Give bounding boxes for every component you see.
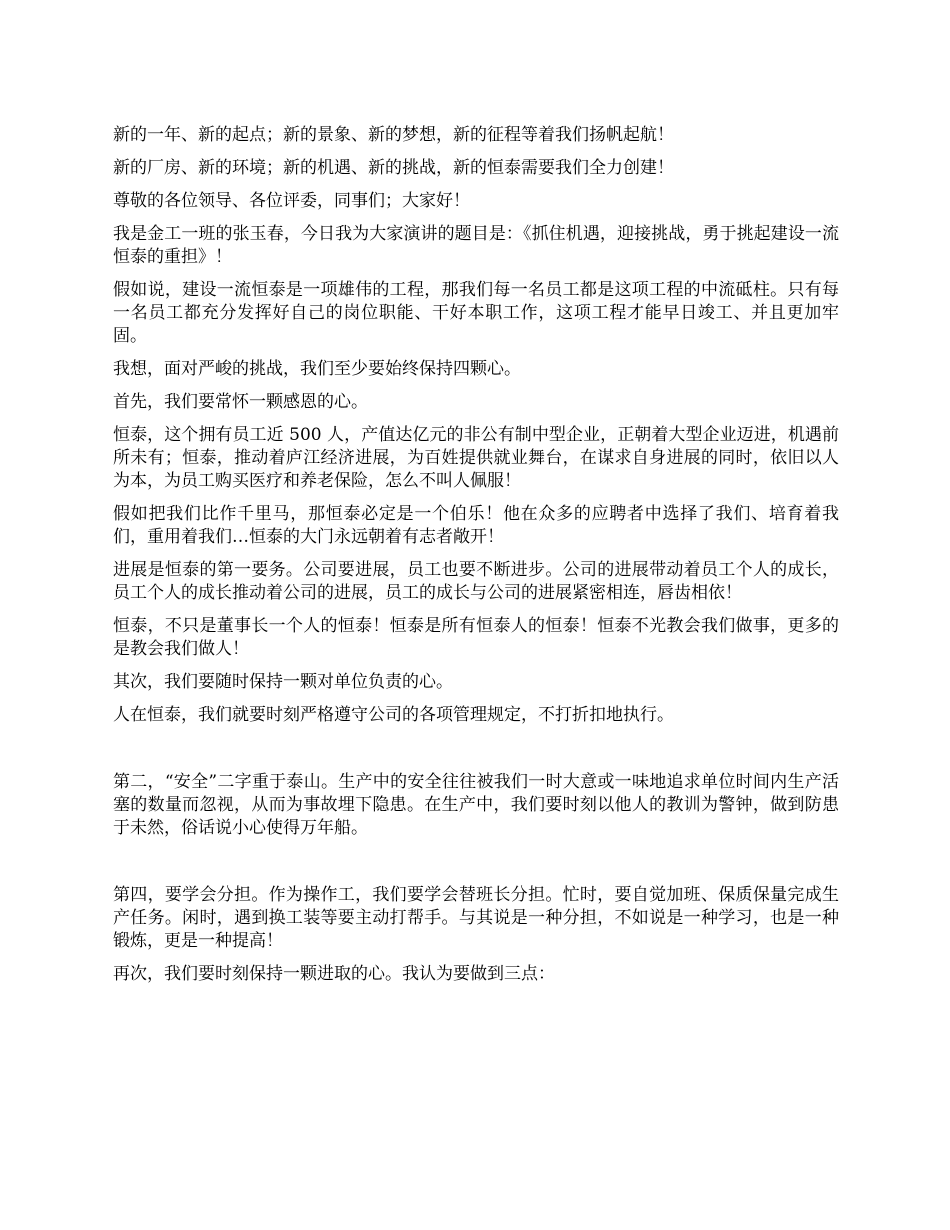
paragraph-bole: 假如把我们比作千里马，那恒泰必定是一个伯乐！他在众多的应聘者中选择了我们、培育着我们，重用着我们…恒泰的大门永远朝着有志者敞开！ bbox=[113, 504, 839, 547]
paragraph-gap bbox=[113, 850, 839, 884]
paragraph-company-intro: 恒泰，这个拥有员工近 500 人，产值达亿元的非公有制中型企业，正朝着大型企业迈进，机遇前所未有；恒泰，推动着庐江经济进展，为百姓提供就业舞台，在谋求自身进展的同时，依旧以人为本，为员工购买医疗和养老保险，怎么不叫人佩服！ bbox=[113, 425, 839, 491]
paragraph-development: 进展是恒泰的第一要务。公司要进展，员工也要不断进步。公司的进展带动着员工个人的成长，员工个人的成长推动着公司的进展，员工的成长与公司的进展紧密相连，唇齿相依！ bbox=[113, 560, 839, 603]
paragraph-enterprising-heart: 再次，我们要时刻保持一颗进取的心。我认为要做到三点： bbox=[113, 964, 555, 984]
paragraph-new-year: 新的一年、新的起点；新的景象、新的梦想，新的征程等着我们扬帆起航！ bbox=[113, 125, 674, 145]
paragraph-speech-title: 我是金工一班的张玉春，今日我为大家演讲的题目是：《抓住机遇，迎接挑战，勇于挑起建设一流恒泰的重担》！ bbox=[113, 224, 839, 267]
paragraph-responsible-heart: 其次，我们要随时保持一颗对单位负责的心。 bbox=[113, 672, 453, 692]
paragraph-greeting: 尊敬的各位领导、各位评委，同事们；大家好！ bbox=[113, 191, 470, 211]
paragraph-four-hearts: 我想，面对严峻的挑战，我们至少要始终保持四颗心。 bbox=[113, 359, 521, 379]
paragraph-everyone-hengtai: 恒泰，不只是董事长一个人的恒泰！恒泰是所有恒泰人的恒泰！恒泰不光教会我们做事，更多的是教会我们做人！ bbox=[113, 616, 839, 659]
paragraph-gap bbox=[113, 737, 839, 771]
paragraph-safety: 第二，“安全”二字重于泰山。生产中的安全往往被我们一时大意或一味地追求单位时间内生产活塞的数量而忽视，从而为事故埋下隐患。在生产中，我们要时刻以他人的教训为警钟，做到防患于未然，俗话说小心使得万年船。 bbox=[113, 772, 839, 838]
document-body bbox=[113, 124, 839, 996]
paragraph-new-factory: 新的厂房、新的环境；新的机遇、新的挑战，新的恒泰需要我们全力创建！ bbox=[113, 158, 674, 178]
paragraph-grateful-heart: 首先，我们要常怀一颗感恩的心。 bbox=[113, 392, 368, 412]
paragraph-follow-rules: 人在恒泰，我们就要时刻严格遵守公司的各项管理规定，不打折扣地执行。 bbox=[113, 705, 674, 725]
paragraph-share-burden: 第四，要学会分担。作为操作工，我们要学会替班长分担。忙时，要自觉加班、保质保量完成生产任务。闲时，遇到换工装等要主动打帮手。与其说是一种分担，不如说是一种学习，也是一种锻炼，更是一种提高！ bbox=[113, 885, 839, 951]
paragraph-project-metaphor: 假如说，建设一流恒泰是一项雄伟的工程，那我们每一名员工都是这项工程的中流砥柱。只有每一名员工都充分发挥好自己的岗位职能、干好本职工作，这项工程才能早日竣工、并且更加牢固。 bbox=[113, 280, 839, 346]
